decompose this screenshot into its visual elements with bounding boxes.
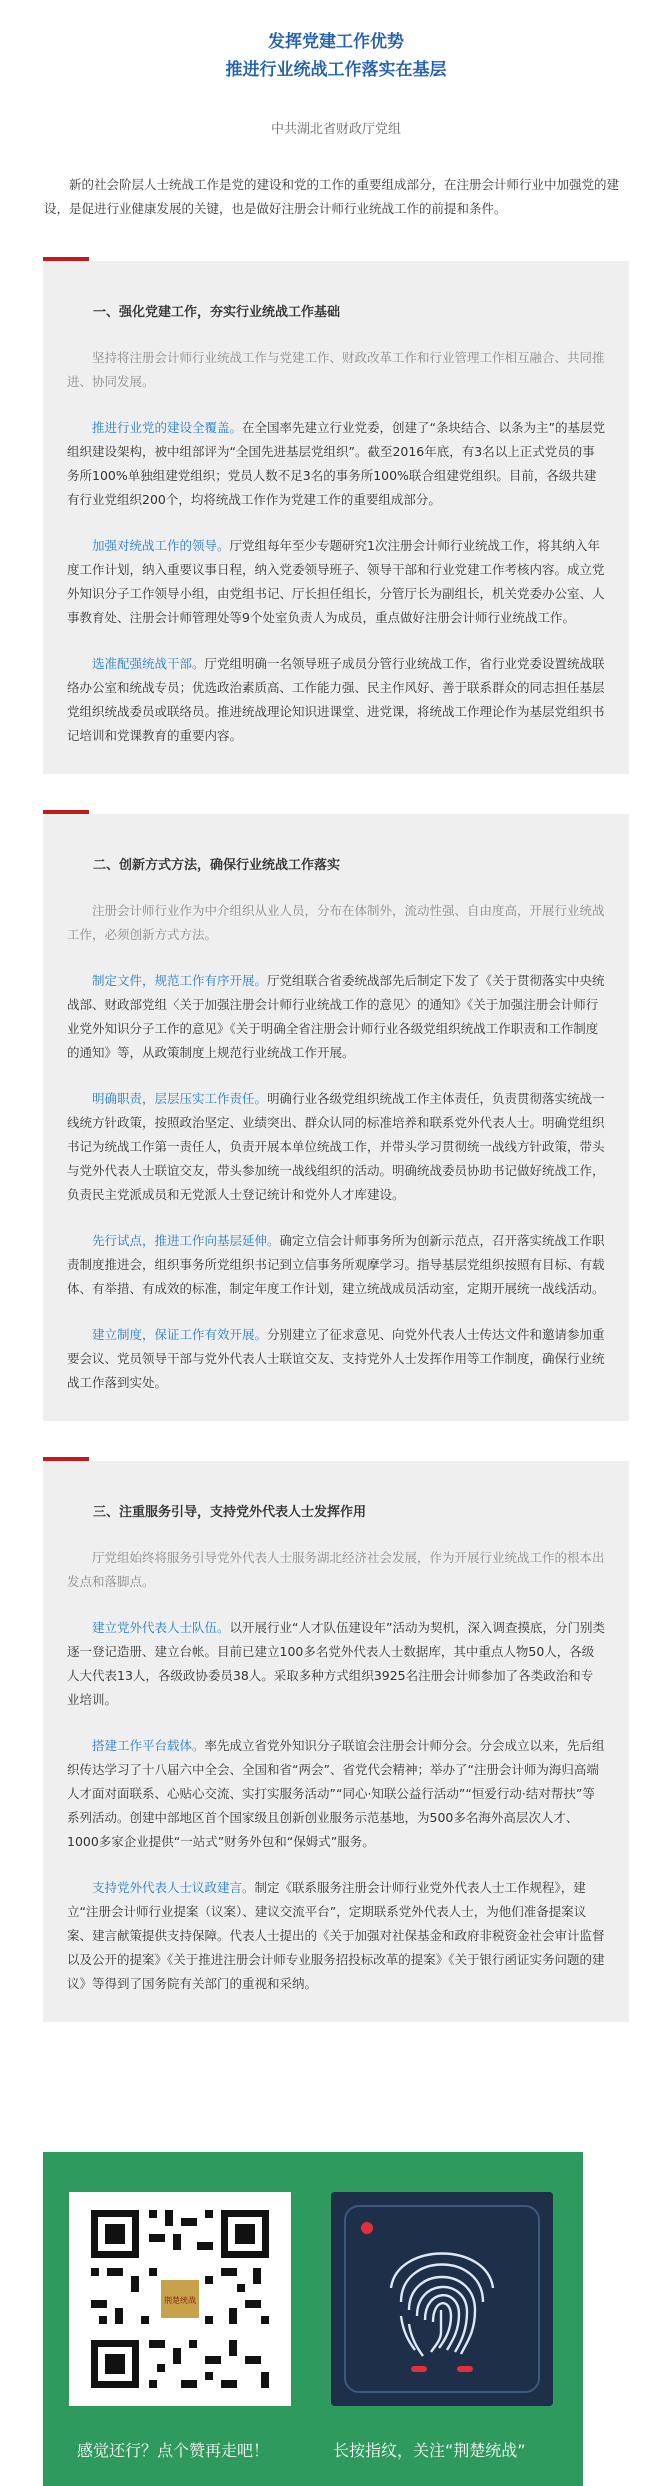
section-3 xyxy=(43,1457,629,2022)
section-heading: 二、创新方式方法，确保行业统战工作落实 xyxy=(93,858,341,873)
paragraph-keyword: 建立党外代表人士队伍。 xyxy=(92,1620,230,1635)
paragraph-keyword: 搭建工作平台载体。 xyxy=(92,1738,205,1753)
section-paragraph xyxy=(67,534,605,630)
paragraph-keyword: 加强对统战工作的领导。 xyxy=(92,538,230,553)
section-paragraph xyxy=(67,1734,605,1854)
paragraph-text: 分别建立了征求意见、向党外代表人士传达文件和邀请参加重要会议、党员领导干部与党外代表人士联谊交友、支持党外人士发挥作用等工作制度，确保行业统战工作落到实处。 xyxy=(67,1327,605,1390)
section-box xyxy=(43,1461,629,2022)
paragraph-text: 确定立信会计师事务所为创新示范点，召开落实统战工作职责制度推进会，组织事务所党组织书记到立信事务所观摩学习。指导基层党组织按照有目标、有载体、有举措、有成效的标准，制定年度工作计划，建立统战成员活动室，定期开展统一战线活动。 xyxy=(67,1233,605,1296)
section-paragraph xyxy=(67,1229,605,1301)
paragraph-keyword: 制定文件，规范工作有序开展。 xyxy=(92,973,268,988)
paragraph-text: 厅党组每年至少专题研究1次注册会计师行业统战工作，将其纳入年度工作计划，纳入重要议事日程，纳入党委领导班子、领导干部和行业党建工作考核内容。成立党外知识分子工作领导小组，由党组书记、厅长担任组长，分管厅长为副组长，机关党委办公室、人事教育处、注册会计师管理处等9个处室负责人为成员，重点做好注册会计师行业统战工作。 xyxy=(67,538,605,625)
article-title-line-2: 推进行业统战工作落实在基层 xyxy=(225,60,447,80)
follow-banner xyxy=(43,2152,583,2486)
section-paragraph xyxy=(67,416,605,512)
section-paragraph xyxy=(67,1087,605,1207)
section-heading: 一、强化党建工作，夯实行业统战工作基础 xyxy=(93,305,341,320)
like-prompt-caption: 感觉还行？点个赞再走吧！ xyxy=(77,2441,270,2460)
section-paragraph xyxy=(67,1616,605,1712)
qr-logo-text: 荆楚统战 xyxy=(164,2296,196,2305)
paragraph-text: 以开展行业“人才队伍建设年”活动为契机，深入调查摸底，分门别类逐一登记造册、建立台帐。目前已建立100多名党外代表人士数据库，其中重点人物50人，各级人大代表13人，各级政协委员38人。采取多种方式组织3925名注册会计师参加了各类政治和专业培训。 xyxy=(67,1620,605,1707)
paragraph-keyword: 明确职责，层层压实工作责任。 xyxy=(92,1091,268,1106)
section-paragraph xyxy=(67,969,605,1065)
article-header xyxy=(0,0,672,84)
section-lead: 注册会计师行业作为中介组织从业人员，分布在体制外，流动性强、自由度高，开展行业统战工作，必须创新方式方法。 xyxy=(67,903,605,942)
section-lead: 坚持将注册会计师行业统战工作与党建工作、财政改革工作和行业管理工作相互融合、共同推进、协同发展。 xyxy=(67,350,605,389)
section-heading: 三、注重服务引导，支持党外代表人士发挥作用 xyxy=(93,1505,367,1520)
article-title-line-1: 发挥党建工作优势 xyxy=(268,32,404,52)
paragraph-text: 率先成立省党外知识分子联谊会注册会计师分会。分会成立以来，先后组织传达学习了十八届六中全会、全国和省“两会”、省党代会精神；举办了“注册会计师为海归高端人才面对面联系、心贴心交流、实打实服务活动”“同心·知联公益行活动”“恒爱行动·结对帮扶”等系列活动。创建中部地区首个国家级且创新创业服务示范基地，为500多名海外高层次人才、1000多家企业提供“一站式”财务外包和“保姆式”服务。 xyxy=(67,1738,605,1849)
paragraph-keyword: 建立制度，保证工作有效开展。 xyxy=(92,1327,268,1342)
section-box xyxy=(43,261,629,774)
article-source: 中共湖北省财政厅党组 xyxy=(270,122,401,137)
section-paragraph xyxy=(67,652,605,748)
paragraph-keyword: 推进行业党的建设全覆盖。 xyxy=(92,420,243,435)
qr-code-card[interactable] xyxy=(69,2192,291,2406)
paragraph-keyword: 支持党外代表人士议政建言。 xyxy=(92,1880,255,1895)
section-box xyxy=(43,814,629,1421)
intro-paragraph: 新的社会阶层人士统战工作是党的建设和党的工作的重要组成部分，在注册会计师行业中加强党的建设，是促进行业健康发展的关键，也是做好注册会计师行业统战工作的前提和条件。 xyxy=(44,177,620,216)
section-paragraph xyxy=(67,1323,605,1395)
paragraph-text: 厅党组明确一名领导班子成员分管行业统战工作，省行业党委设置统战联络办公室和统战专员；优选政治素质高、工作能力强、民主作风好、善于联系群众的同志担任基层党组织统战委员或联络员。推进统战理论知识进课堂、进党课，将统战工作理论作为基层党组织书记培训和党课教育的重要内容。 xyxy=(67,656,605,743)
paragraph-text: 明确行业各级党组织统战工作主体责任，负责贯彻落实统战一线统方针政策，按照政治坚定、业绩突出、群众认同的标准培养和联系党外代表人士。明确党组织书记为统战工作第一责任人，负责开展本单位统战工作，并带头学习贯彻统一战线方针政策，带头与党外代表人士联谊交友，带头参加统一战线组织的活动。明确统战委员协助书记做好统战工作，负责民主党派成员和无党派人士登记统计和党外人才库建设。 xyxy=(67,1091,605,1202)
paragraph-text: 在全国率先建立行业党委，创建了“条块结合、以条为主”的基层党组织建设架构，被中组部评为“全国先进基层党组织”。截至2016年底，有3名以上正式党员的事务所100%单独组建党组织；党员人数不足3名的事务所100%联合组建党组织。目前，各级共建有行业党组织200个，均将统战工作作为党建工作的重要组成部分。 xyxy=(67,420,605,507)
section-paragraph xyxy=(67,1876,605,1996)
follow-prompt-caption: 长按指纹，关注“荆楚统战” xyxy=(333,2441,526,2460)
qr-code-icon xyxy=(69,2192,291,2406)
section-lead: 厅党组始终将服务引导党外代表人士服务湖北经济社会发展，作为开展行业统战工作的根本出发点和落脚点。 xyxy=(67,1550,605,1589)
fingerprint-icon xyxy=(331,2192,553,2406)
paragraph-text: 厅党组联合省委统战部先后制定下发了《关于贯彻落实中央统战部、财政部党组〈关于加强注册会计师行业统战工作的意见〉的通知》《关于加强注册会计师行业党外知识分子工作的意见》《关于明确全省注册会计师行业各级党组织统战工作职责和工作制度的通知》等，从政策制度上规范行业统战工作开展。 xyxy=(67,973,605,1060)
section-2 xyxy=(43,810,629,1421)
paragraph-keyword: 选准配强统战干部。 xyxy=(92,656,205,671)
paragraph-text: 制定《联系服务注册会计师行业党外代表人士工作规程》，建立“注册会计师行业提案（议案）、建议交流平台”，定期联系党外代表人士，为他们准备提案议案、建言献策提供支持保障。代表人士提出的《关于加强对社保基金和政府非税资金社会审计监督以及公开的提案》《关于推进注册会计师专业服务招投标改革的提案》《关于银行函证实务问题的建议》等得到了国务院有关部门的重视和采纳。 xyxy=(67,1880,605,1991)
paragraph-keyword: 先行试点，推进工作向基层延伸。 xyxy=(92,1233,280,1248)
fingerprint-card[interactable] xyxy=(331,2192,553,2406)
section-1 xyxy=(43,257,629,774)
